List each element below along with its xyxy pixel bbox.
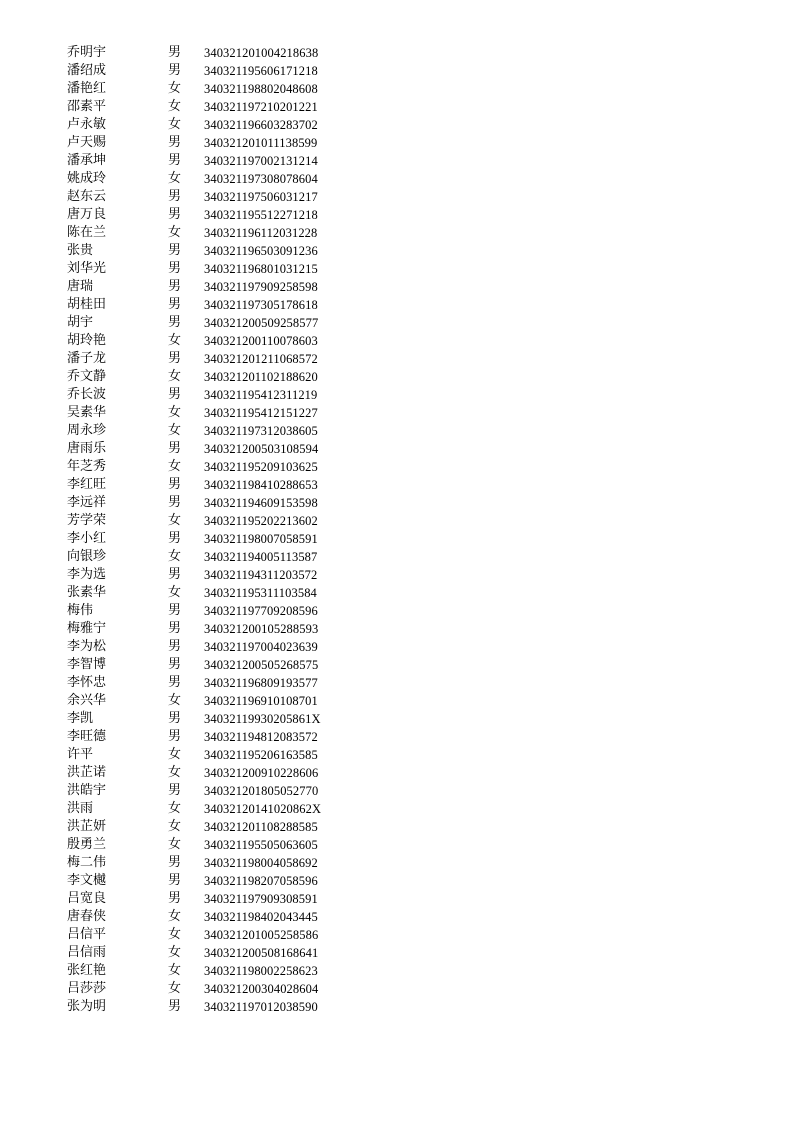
name-cell: 李为松 <box>67 639 107 654</box>
name-cell: 梅伟 <box>67 603 94 618</box>
id-number-cell: 340321200304028604 <box>204 982 319 996</box>
table-row <box>67 908 367 926</box>
gender-cell: 男 <box>168 63 182 78</box>
name-cell: 吴素华 <box>67 405 107 420</box>
id-number-cell: 340321196503091236 <box>204 244 318 258</box>
table-row <box>67 494 367 512</box>
gender-cell: 男 <box>168 261 182 276</box>
name-cell: 陈在兰 <box>67 225 107 240</box>
id-number-cell: 340321201011138599 <box>204 136 318 150</box>
name-cell: 姚成玲 <box>67 171 107 186</box>
table-row <box>67 638 367 656</box>
table-row <box>67 530 367 548</box>
name-cell: 吕信雨 <box>67 945 107 960</box>
gender-cell: 男 <box>168 891 182 906</box>
gender-cell: 女 <box>168 747 182 762</box>
id-number-cell: 340321196603283702 <box>204 118 318 132</box>
id-number-cell: 340321195512271218 <box>204 208 318 222</box>
id-number-cell: 34032120141020862X <box>204 802 322 816</box>
name-cell: 李小红 <box>67 531 107 546</box>
name-cell: 年芝秀 <box>67 459 107 474</box>
gender-cell: 男 <box>168 477 182 492</box>
name-cell: 张红艳 <box>67 963 107 978</box>
name-cell: 洪皓宇 <box>67 783 107 798</box>
name-cell: 乔文静 <box>67 369 107 384</box>
table-row <box>67 278 367 296</box>
name-cell: 胡宇 <box>67 315 94 330</box>
table-row <box>67 674 367 692</box>
id-number-cell: 340321197709208596 <box>204 604 318 618</box>
gender-cell: 男 <box>168 639 182 654</box>
id-number-cell: 340321194005113587 <box>204 550 318 564</box>
gender-cell: 女 <box>168 405 182 420</box>
table-row <box>67 314 367 332</box>
table-row <box>67 854 367 872</box>
table-row <box>67 260 367 278</box>
gender-cell: 男 <box>168 603 182 618</box>
gender-cell: 女 <box>168 81 182 96</box>
table-row <box>67 746 367 764</box>
table-row <box>67 422 367 440</box>
name-cell: 余兴华 <box>67 693 107 708</box>
table-row <box>67 188 367 206</box>
id-number-cell: 340321197506031217 <box>204 190 318 204</box>
id-number-cell: 340321201005258586 <box>204 928 319 942</box>
name-cell: 许平 <box>67 747 94 762</box>
table-row <box>67 224 367 242</box>
gender-cell: 女 <box>168 513 182 528</box>
table-row <box>67 872 367 890</box>
name-cell: 唐春侠 <box>67 909 107 924</box>
table-row <box>67 458 367 476</box>
table-row <box>67 440 367 458</box>
id-number-cell: 340321200508168641 <box>204 946 319 960</box>
table-row <box>67 656 367 674</box>
id-number-cell: 340321196801031215 <box>204 262 318 276</box>
table-row <box>67 242 367 260</box>
id-number-cell: 340321195505063605 <box>204 838 318 852</box>
gender-cell: 男 <box>168 279 182 294</box>
name-cell: 邵素平 <box>67 99 107 114</box>
id-number-cell: 340321201108288585 <box>204 820 318 834</box>
gender-cell: 女 <box>168 765 182 780</box>
gender-cell: 女 <box>168 99 182 114</box>
table-row <box>67 710 367 728</box>
gender-cell: 女 <box>168 225 182 240</box>
id-number-cell: 340321197909258598 <box>204 280 318 294</box>
id-number-cell: 340321200509258577 <box>204 316 319 330</box>
gender-cell: 男 <box>168 45 182 60</box>
name-cell: 李怀忠 <box>67 675 107 690</box>
id-number-cell: 340321195311103584 <box>204 586 317 600</box>
id-number-cell: 340321196809193577 <box>204 676 318 690</box>
name-cell: 潘承坤 <box>67 153 107 168</box>
name-cell: 芳学荣 <box>67 513 107 528</box>
name-cell: 洪芷妍 <box>67 819 107 834</box>
table-row <box>67 566 367 584</box>
table-row <box>67 296 367 314</box>
name-cell: 刘华光 <box>67 261 107 276</box>
gender-cell: 男 <box>168 351 182 366</box>
id-number-cell: 340321197004023639 <box>204 640 318 654</box>
gender-cell: 女 <box>168 117 182 132</box>
name-cell: 李为选 <box>67 567 107 582</box>
table-row <box>67 152 367 170</box>
table-row <box>67 368 367 386</box>
id-number-cell: 340321200110078603 <box>204 334 318 348</box>
table-row <box>67 98 367 116</box>
id-number-cell: 340321198402043445 <box>204 910 318 924</box>
id-number-cell: 340321197002131214 <box>204 154 318 168</box>
table-row <box>67 728 367 746</box>
table-row <box>67 782 367 800</box>
table-row <box>67 404 367 422</box>
table-row <box>67 332 367 350</box>
gender-cell: 男 <box>168 783 182 798</box>
name-cell: 李文樾 <box>67 873 107 888</box>
gender-cell: 女 <box>168 459 182 474</box>
table-row <box>67 350 367 368</box>
table-row <box>67 386 367 404</box>
id-number-cell: 340321198410288653 <box>204 478 318 492</box>
name-cell: 潘艳红 <box>67 81 107 96</box>
gender-cell: 男 <box>168 243 182 258</box>
id-number-cell: 340321194311203572 <box>204 568 318 582</box>
name-cell: 周永珍 <box>67 423 107 438</box>
gender-cell: 男 <box>168 297 182 312</box>
id-number-cell: 340321200910228606 <box>204 766 319 780</box>
table-row <box>67 206 367 224</box>
gender-cell: 女 <box>168 801 182 816</box>
table-row <box>67 998 367 1016</box>
name-cell: 李智博 <box>67 657 107 672</box>
name-cell: 胡玲艳 <box>67 333 107 348</box>
id-number-cell: 340321195606171218 <box>204 64 318 78</box>
gender-cell: 女 <box>168 927 182 942</box>
gender-cell: 男 <box>168 495 182 510</box>
id-number-cell: 340321201004218638 <box>204 46 319 60</box>
name-cell: 唐瑞 <box>67 279 94 294</box>
table-row <box>67 44 367 62</box>
table-row <box>67 620 367 638</box>
id-number-cell: 340321198802048608 <box>204 82 318 96</box>
gender-cell: 女 <box>168 981 182 996</box>
table-row <box>67 944 367 962</box>
table-row <box>67 80 367 98</box>
id-number-cell: 340321196910108701 <box>204 694 318 708</box>
name-cell: 胡桂田 <box>67 297 107 312</box>
gender-cell: 男 <box>168 189 182 204</box>
id-number-cell: 340321197012038590 <box>204 1000 318 1014</box>
id-number-cell: 340321195209103625 <box>204 460 318 474</box>
gender-cell: 女 <box>168 963 182 978</box>
gender-cell: 女 <box>168 423 182 438</box>
gender-cell: 男 <box>168 531 182 546</box>
id-number-cell: 340321194609153598 <box>204 496 318 510</box>
table-row <box>67 890 367 908</box>
name-cell: 张素华 <box>67 585 107 600</box>
gender-cell: 女 <box>168 693 182 708</box>
table-row <box>67 584 367 602</box>
name-cell: 李凯 <box>67 711 94 726</box>
name-cell: 洪芷诺 <box>67 765 107 780</box>
table-row <box>67 836 367 854</box>
table-row <box>67 980 367 998</box>
name-cell: 吕宽良 <box>67 891 107 906</box>
gender-cell: 女 <box>168 549 182 564</box>
id-number-cell: 340321197210201221 <box>204 100 318 114</box>
name-cell: 张为明 <box>67 999 107 1014</box>
name-cell: 唐雨乐 <box>67 441 107 456</box>
gender-cell: 女 <box>168 171 182 186</box>
gender-cell: 男 <box>168 315 182 330</box>
id-number-cell: 34032119930205861X <box>204 712 321 726</box>
table-row <box>67 692 367 710</box>
gender-cell: 女 <box>168 945 182 960</box>
id-number-cell: 340321197312038605 <box>204 424 318 438</box>
id-number-cell: 340321195412151227 <box>204 406 318 420</box>
table-row <box>67 116 367 134</box>
name-cell: 梅二伟 <box>67 855 107 870</box>
name-cell: 卢永敏 <box>67 117 107 132</box>
name-cell: 李旺德 <box>67 729 107 744</box>
id-number-cell: 340321198007058591 <box>204 532 318 546</box>
table-row <box>67 134 367 152</box>
id-number-cell: 340321197308078604 <box>204 172 318 186</box>
table-row <box>67 548 367 566</box>
table-row <box>67 926 367 944</box>
name-cell: 潘绍成 <box>67 63 107 78</box>
id-number-cell: 340321196112031228 <box>204 226 318 240</box>
name-cell: 赵东云 <box>67 189 107 204</box>
gender-cell: 男 <box>168 657 182 672</box>
id-number-cell: 340321197909308591 <box>204 892 318 906</box>
gender-cell: 女 <box>168 909 182 924</box>
gender-cell: 男 <box>168 135 182 150</box>
id-number-cell: 340321200105288593 <box>204 622 319 636</box>
gender-cell: 女 <box>168 819 182 834</box>
id-number-cell: 340321195412311219 <box>204 388 318 402</box>
name-cell: 乔明宇 <box>67 45 107 60</box>
table-row <box>67 962 367 980</box>
name-cell: 梅雅宁 <box>67 621 107 636</box>
gender-cell: 男 <box>168 873 182 888</box>
table-row <box>67 800 367 818</box>
id-number-cell: 340321195202213602 <box>204 514 318 528</box>
id-number-cell: 340321197305178618 <box>204 298 318 312</box>
name-cell: 洪雨 <box>67 801 94 816</box>
id-number-cell: 340321198207058596 <box>204 874 318 888</box>
gender-cell: 女 <box>168 837 182 852</box>
gender-cell: 男 <box>168 999 182 1014</box>
table-row <box>67 764 367 782</box>
roster-table <box>67 44 367 1016</box>
name-cell: 潘子龙 <box>67 351 107 366</box>
gender-cell: 男 <box>168 207 182 222</box>
id-number-cell: 340321200503108594 <box>204 442 319 456</box>
id-number-cell: 340321198002258623 <box>204 964 318 978</box>
gender-cell: 男 <box>168 567 182 582</box>
id-number-cell: 340321201211068572 <box>204 352 318 366</box>
gender-cell: 女 <box>168 333 182 348</box>
gender-cell: 女 <box>168 369 182 384</box>
name-cell: 向银珍 <box>67 549 107 564</box>
table-row <box>67 170 367 188</box>
gender-cell: 男 <box>168 855 182 870</box>
id-number-cell: 340321201805052770 <box>204 784 319 798</box>
name-cell: 殷勇兰 <box>67 837 107 852</box>
name-cell: 张贵 <box>67 243 94 258</box>
id-number-cell: 340321201102188620 <box>204 370 318 384</box>
gender-cell: 男 <box>168 711 182 726</box>
table-row <box>67 476 367 494</box>
id-number-cell: 340321194812083572 <box>204 730 318 744</box>
id-number-cell: 340321200505268575 <box>204 658 319 672</box>
gender-cell: 男 <box>168 153 182 168</box>
table-row <box>67 818 367 836</box>
name-cell: 卢天赐 <box>67 135 107 150</box>
name-cell: 乔长波 <box>67 387 107 402</box>
gender-cell: 男 <box>168 621 182 636</box>
gender-cell: 男 <box>168 387 182 402</box>
gender-cell: 男 <box>168 441 182 456</box>
name-cell: 李远祥 <box>67 495 107 510</box>
name-cell: 李红旺 <box>67 477 107 492</box>
table-row <box>67 602 367 620</box>
name-cell: 唐万良 <box>67 207 107 222</box>
id-number-cell: 340321195206163585 <box>204 748 318 762</box>
id-number-cell: 340321198004058692 <box>204 856 318 870</box>
table-row <box>67 62 367 80</box>
gender-cell: 女 <box>168 585 182 600</box>
gender-cell: 男 <box>168 675 182 690</box>
name-cell: 吕信平 <box>67 927 107 942</box>
table-row <box>67 512 367 530</box>
name-cell: 吕莎莎 <box>67 981 107 996</box>
gender-cell: 男 <box>168 729 182 744</box>
